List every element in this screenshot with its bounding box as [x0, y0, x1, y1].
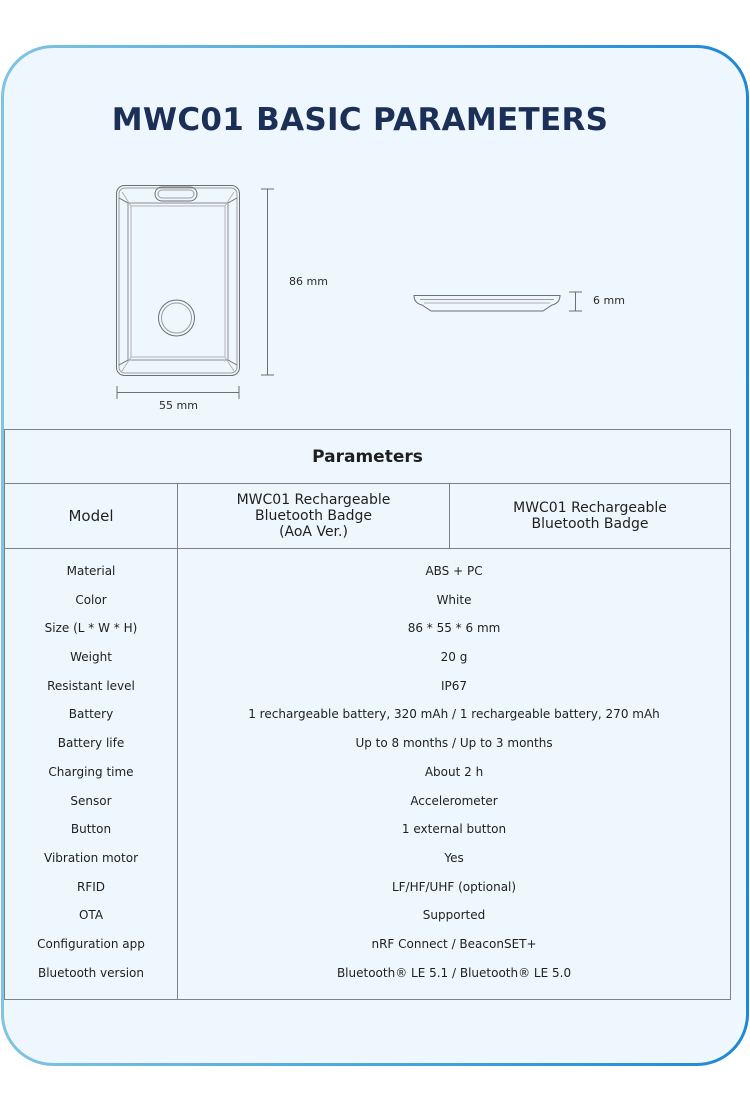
spec-value-ota: Supported [422, 908, 486, 923]
spec-label-button: Button [70, 822, 112, 837]
model-standard-line2: Bluetooth Badge [531, 516, 649, 532]
spec-label-material: Material [66, 564, 116, 578]
spec-value-vibration-motor: Yes [444, 850, 464, 865]
spec-label-vibration-motor: Vibration motor [44, 850, 138, 865]
title-text: BASIC PARAMETERS [256, 102, 609, 138]
spec-label-resistant-level: Resistant level [47, 678, 135, 693]
spec-label-battery-life: Battery life [57, 736, 125, 751]
spec-value-bluetooth-version: Bluetooth® LE 5.1 / Bluetooth® LE 5.0 [336, 965, 572, 980]
spec-label-size: Size (L * W * H) [44, 621, 138, 636]
spec-label-rfid: RFID [76, 879, 106, 894]
spec-value-button: 1 external button [401, 822, 507, 837]
spec-label-color: Color [75, 592, 107, 607]
title-model: MWC01 [111, 102, 245, 138]
dimension-diagram [0, 0, 750, 420]
thickness-dimension-label: 6 mm [593, 294, 625, 307]
spec-values-column [178, 549, 731, 1000]
spec-value-color: White [436, 592, 472, 607]
spec-value-battery: 1 rechargeable battery, 320 mAh / 1 rechargeable battery, 270 mAh [248, 707, 660, 722]
spec-label-charging-time: Charging time [48, 764, 134, 779]
spec-value-resistant-level: IP67 [440, 678, 468, 693]
spec-value-sensor: Accelerometer [410, 793, 498, 808]
width-dimension-label: 55 mm [159, 399, 198, 412]
model-standard-line1: MWC01 Rechargeable [513, 500, 667, 516]
model-label: Model [5, 484, 178, 549]
spec-label-weight: Weight [70, 650, 112, 665]
spec-label-sensor: Sensor [70, 793, 112, 808]
model-standard [450, 484, 731, 549]
table-title-row [5, 430, 731, 484]
badge-drawing-icon [0, 0, 750, 420]
spec-value-battery-life: Up to 8 months / Up to 3 months [355, 736, 553, 751]
model-aoa-line1: MWC01 Rechargeable [236, 492, 391, 508]
model-aoa-line3: (AoA Ver.) [279, 524, 348, 540]
spec-rows [5, 549, 731, 1000]
spec-label-ota: OTA [78, 908, 104, 923]
spec-label-bluetooth-version: Bluetooth version [37, 965, 145, 980]
table-title: Parameters [5, 430, 731, 484]
spec-label-configuration-app: Configuration app [37, 936, 145, 951]
spec-value-material: ABS + PC [425, 564, 483, 578]
spec-value-weight: 20 g [440, 650, 468, 665]
model-aoa [178, 484, 450, 549]
model-row [5, 484, 731, 549]
height-dimension-label: 86 mm [289, 275, 328, 288]
spec-value-charging-time: About 2 h [424, 764, 484, 779]
parameters-table [4, 429, 731, 1000]
spec-value-configuration-app: nRF Connect / BeaconSET+ [371, 936, 537, 951]
spec-value-rfid: LF/HF/UHF (optional) [391, 879, 517, 894]
spec-value-size: 86 * 55 * 6 mm [407, 621, 501, 636]
spec-label-battery: Battery [68, 707, 114, 722]
spec-labels-column [5, 549, 178, 1000]
model-aoa-line2: Bluetooth Badge [255, 508, 372, 524]
